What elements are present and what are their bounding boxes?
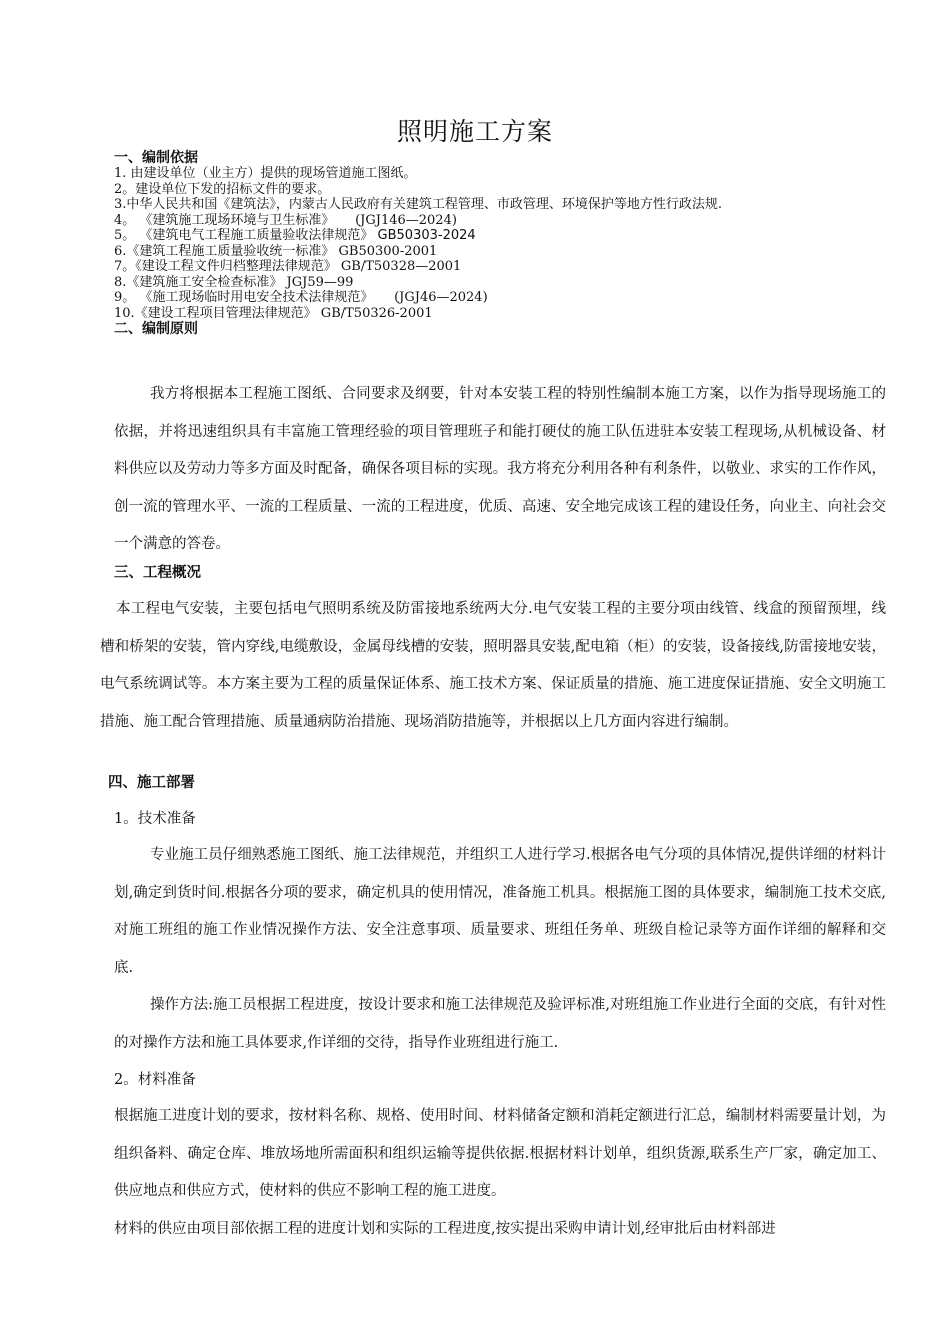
- page-title: 照明施工方案: [396, 117, 553, 146]
- basis-item-9: 9。 《施工现场临时用电安全技术法律规范》 (JGJ46—2024): [114, 290, 488, 305]
- principle-paragraph: 我方将根据本工程施工图纸、合同要求及纲要，针对本安装工程的特别性编制本施工方案，以作为指导现场施工的依据，并将迅速组织具有丰富施工管理经验的项目管理班子和能打硬仗的施工队伍进驻本安装工程现场,从机械设备、材料供应以及劳动力等多方面及时配备，确保各项目标的实现。我方将充分利用各种有利条件，以敬业、求实的工作作风，创一流的管理水平、一流的工程质量、一流的工程进度，优质、高速、安全地完成该工程的建设任务，向业主、向社会交一个满意的答卷。: [114, 386, 886, 552]
- section-heading-basis: 一、编制依据: [114, 150, 198, 166]
- basis-item-5: [114, 228, 886, 244]
- section-overview: [100, 555, 886, 741]
- material-prep-paragraph-2: 材料的供应由项目部依据工程的进度计划和实际的工程进度,按实提出采购申请计划,经审批后由材料部进: [114, 1220, 776, 1237]
- basis-item-4: 4。 《建筑施工现场环境与卫生标准》 (JGJ146—2024): [114, 212, 457, 228]
- basis-item-1: 1. 由建设单位（业主方）提供的现场管道施工图纸。: [114, 166, 417, 181]
- section-heading-deployment: 四、施工部署: [108, 775, 195, 791]
- basis-item-2: 2。建设单位下发的招标文件的要求。: [114, 181, 331, 197]
- overview-paragraph: 本工程电气安装，主要包括电气照明系统及防雷接地系统两大分.电气安装工程的主要分项由线管、线盒的预留预埋，线槽和桥架的安装，管内穿线,电缆敷设，金属母线槽的安装，照明器具安装,配电箱（柜）的安装，设备接线,防雷接地安装，电气系统调试等。本方案主要为工程的质量保证体系、施工技术方案、保证质量的措施、施工进度保证措施、安全文明施工措施、施工配合管理措施、质量通病防治措施、现场消防措施等，并根据以上几方面内容进行编制。: [100, 601, 886, 730]
- basis-item-6: 6.《建筑工程施工质量验收统一标准》 GB50300-2001: [114, 243, 438, 259]
- section-heading-overview: 三、工程概况: [114, 565, 201, 581]
- section-principle: [114, 376, 886, 564]
- basis-item-5-text: 5。 《建筑电气工程施工质量验收法律规范》: [114, 228, 374, 243]
- basis-item-10: 10.《建设工程项目管理法律规范》 GB/T50326-2001: [114, 305, 433, 321]
- subsection-technical-prep: 1。技术准备: [114, 811, 196, 827]
- material-prep-paragraph-1: 根据施工进度计划的要求，按材料名称、规格、使用时间、材料储备定额和消耗定额进行汇总，编制材料需要量计划，为组织备料、确定仓库、堆放场地所需面积和组织运输等提供依据.根据材料计划单，组织货源,联系生产厂家，确定加工、供应地点和供应方式，使材料的供应不影响工程的施工进度。: [114, 1108, 886, 1199]
- basis-item-8: 8.《建筑施工安全检查标准》 JGJ59—99: [114, 274, 354, 290]
- basis-item-3: 3.中华人民共和国《建筑法》，内蒙古人民政府有关建筑工程管理、市政管理、环境保护等地方性行政法规.: [114, 197, 723, 212]
- section-deployment: [108, 765, 886, 1248]
- technical-prep-paragraph-2: 操作方法:施工员根据工程进度，按设计要求和施工法律规范及验评标准,对班组施工作业进行全面的交底，有针对性的对操作方法和施工具体要求,作详细的交待，指导作业班组进行施工.: [114, 997, 886, 1051]
- basis-item-7: 7。《建设工程文件归档整理法律规范》 GB/T50328—2001: [114, 259, 462, 274]
- technical-prep-paragraph-1: 专业施工员仔细熟悉施工图纸、施工法律规范，并组织工人进行学习.根据各电气分项的具体情况,提供详细的材料计划,确定到货时间.根据各分项的要求，确定机具的使用情况，准备施工机具。根据施工图的具体要求，编制施工技术交底,对施工班组的施工作业情况操作方法、安全注意事项、质量要求、班组任务单、班级自检记录等方面作详细的解释和交底.: [114, 847, 886, 976]
- section-heading-principle: 二、编制原则: [114, 321, 198, 337]
- basis-item-5-code: GB50303-2024: [377, 228, 476, 243]
- subsection-material-prep: 2。材料准备: [114, 1072, 196, 1088]
- section-basis: [114, 150, 886, 337]
